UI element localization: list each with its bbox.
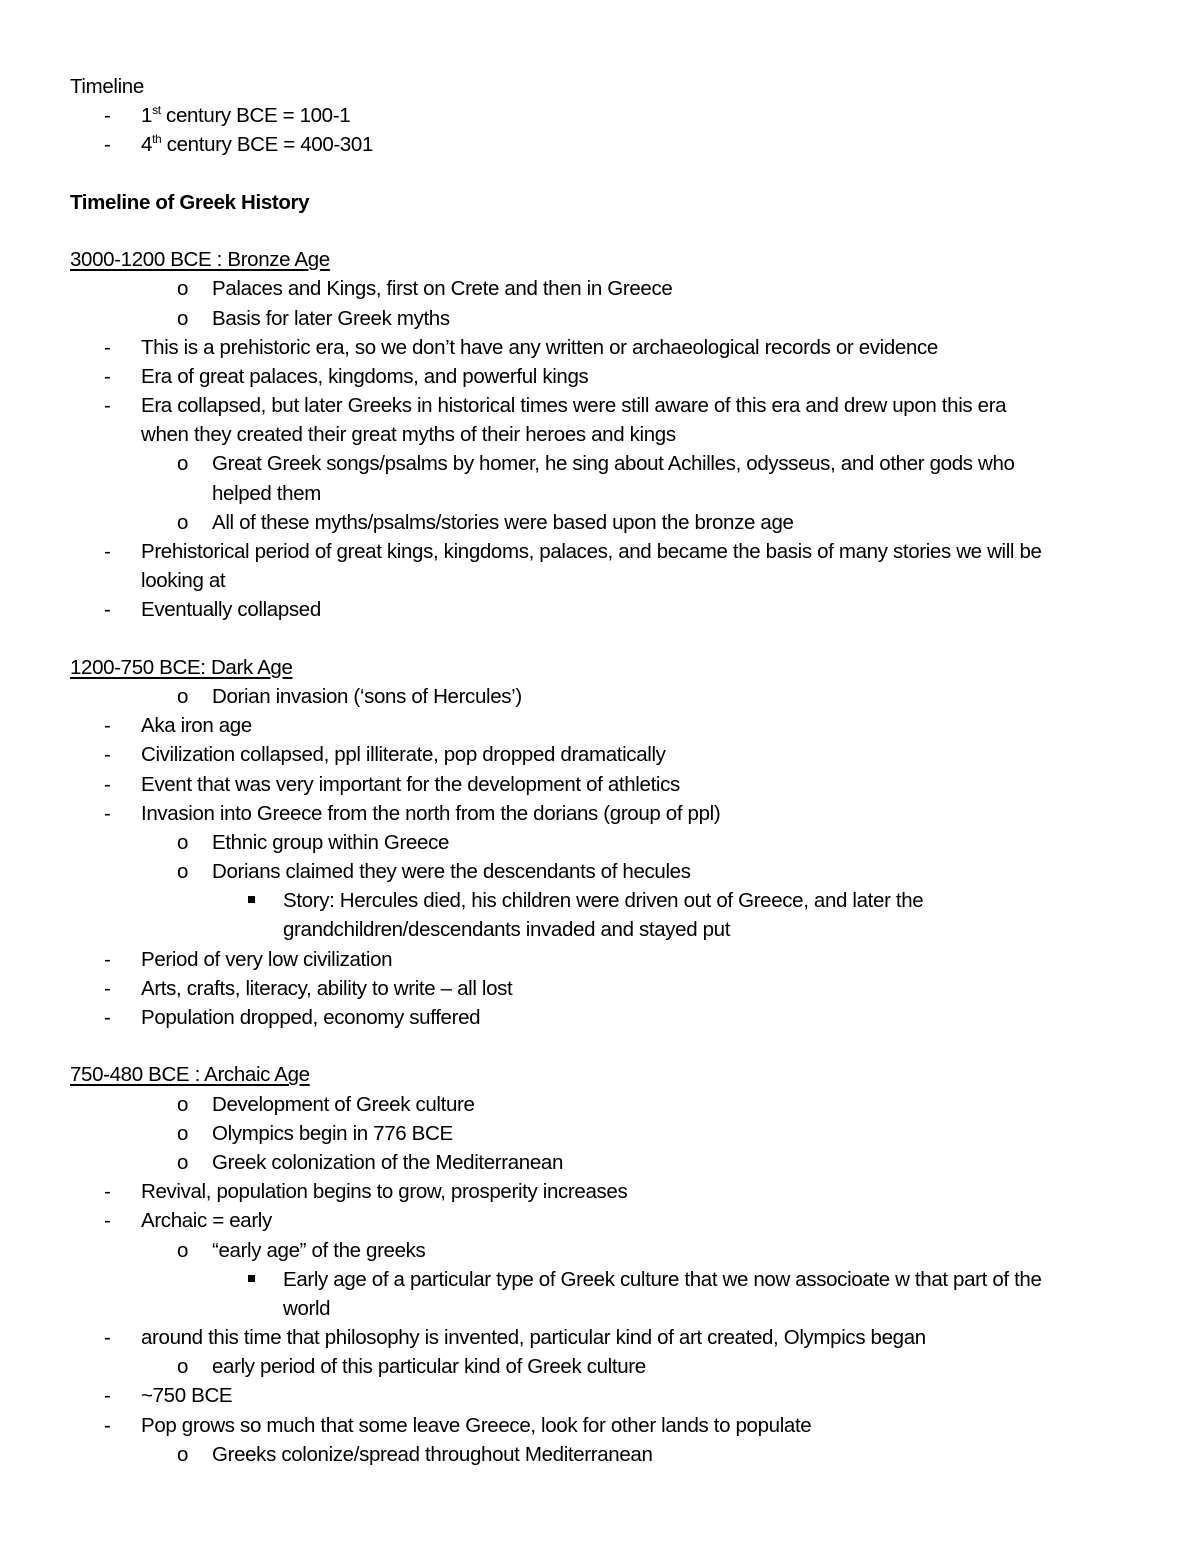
century-item [0, 101, 1200, 130]
list-item-text: Olympics begin in 776 BCE [212, 1121, 453, 1145]
century-item [0, 130, 1200, 159]
list-item-text: Invasion into Greece from the north from the dorians (group of ppl) [141, 801, 721, 825]
dash-bullet-icon: - [104, 104, 111, 128]
list-item [0, 1352, 1200, 1381]
dash-bullet-icon: - [104, 947, 111, 971]
circle-bullet-icon: o [177, 1355, 189, 1379]
list-item [0, 1323, 1200, 1352]
timeline-heading [0, 72, 1200, 101]
list-item-text: Period of very low civilization [141, 947, 393, 971]
list-item-text: Story: Hercules died, his children were driven out of Greece, and later the [283, 889, 924, 913]
list-item-text: Pop grows so much that some leave Greece, look for other lands to populate [141, 1413, 812, 1437]
list-item-text: All of these myths/psalms/stories were based upon the bronze age [212, 510, 794, 534]
list-item [0, 391, 1200, 420]
list-item [0, 886, 1200, 915]
list-item-text: Dorians claimed they were the descendants of hecules [212, 860, 691, 884]
list-item-text: Era of great palaces, kingdoms, and powerful kings [141, 364, 589, 388]
circle-bullet-icon: o [177, 1238, 189, 1262]
heading-text: Timeline [70, 75, 144, 98]
circle-bullet-icon: o [177, 1150, 189, 1174]
notes-list [0, 245, 1200, 1469]
spacer [0, 625, 1200, 653]
dash-bullet-icon: - [104, 1006, 111, 1029]
circle-bullet-icon: o [177, 1442, 189, 1466]
dash-bullet-icon: - [104, 801, 111, 825]
circle-bullet-icon: o [177, 860, 189, 884]
list-item-text: helped them [212, 481, 321, 505]
list-item-text: ~750 BCE [141, 1384, 233, 1408]
list-item [0, 537, 1200, 566]
dash-bullet-icon: - [104, 394, 111, 418]
dash-bullet-icon: - [104, 364, 111, 388]
list-item [0, 945, 1200, 974]
square-bullet-icon [248, 1275, 255, 1282]
list-item-text: Basis for later Greek myths [212, 306, 450, 330]
list-item-continuation [0, 915, 1200, 944]
dash-bullet-icon: - [104, 1209, 111, 1233]
circle-bullet-icon: o [177, 277, 189, 301]
list-item [0, 740, 1200, 769]
century-text: 4th century BCE = 400-301 [141, 132, 374, 157]
list-item [0, 1148, 1200, 1177]
square-bullet-icon [248, 896, 255, 903]
spacer [0, 160, 1200, 188]
main-title-text: Timeline of Greek History [70, 190, 310, 214]
list-item-text: Prehistorical period of great kings, kingdoms, palaces, and became the basis of many stories we will be [141, 540, 1042, 563]
list-item [0, 1206, 1200, 1235]
circle-bullet-icon: o [177, 684, 189, 708]
list-item-text: Dorian invasion (‘sons of Hercules’) [212, 684, 522, 708]
circle-bullet-icon: o [177, 306, 189, 330]
document-page [0, 72, 1200, 1469]
list-item-text: Era collapsed, but later Greeks in historical times were still aware of this era and drew upon this era [141, 394, 1007, 418]
circle-bullet-icon: o [177, 830, 189, 854]
list-item [0, 1003, 1200, 1032]
dash-bullet-icon: - [104, 714, 111, 738]
dash-bullet-icon: - [104, 743, 111, 767]
dash-bullet-icon: - [104, 1326, 111, 1350]
circle-bullet-icon: o [177, 452, 189, 476]
list-item [0, 828, 1200, 857]
list-item [0, 1381, 1200, 1410]
list-item [0, 1177, 1200, 1206]
list-item-text: Revival, population begins to grow, prosperity increases [141, 1180, 628, 1204]
circle-bullet-icon: o [177, 1121, 189, 1145]
section-heading-text: 3000-1200 BCE : Bronze Age [70, 248, 330, 272]
list-item-continuation [0, 566, 1200, 595]
section-heading-text: 1200-750 BCE: Dark Age [70, 655, 293, 679]
list-item-continuation [0, 479, 1200, 508]
list-item [0, 595, 1200, 624]
list-item-text: “early age” of the greeks [212, 1238, 426, 1262]
list-item-text: Event that was very important for the development of athletics [141, 772, 680, 796]
list-item-text: Greek colonization of the Mediterranean [212, 1150, 564, 1174]
list-item-text: when they created their great myths of their heroes and kings [141, 423, 676, 447]
list-item [0, 1265, 1200, 1294]
list-item [0, 1411, 1200, 1440]
list-item [0, 1440, 1200, 1469]
list-item [0, 1090, 1200, 1119]
list-item-text: looking at [141, 569, 226, 593]
dash-bullet-icon: - [104, 1180, 111, 1204]
dash-bullet-icon: - [104, 133, 111, 157]
dash-bullet-icon: - [104, 976, 111, 1000]
list-item [0, 449, 1200, 478]
list-item [0, 1236, 1200, 1265]
section-heading [0, 1060, 1200, 1089]
list-item-continuation [0, 1294, 1200, 1323]
list-item [0, 508, 1200, 537]
list-item [0, 974, 1200, 1003]
list-item-text: Palaces and Kings, first on Crete and then in Greece [212, 277, 673, 301]
circle-bullet-icon: o [177, 510, 189, 534]
list-item-text: Ethnic group within Greece [212, 830, 450, 854]
list-item [0, 857, 1200, 886]
spacer [0, 1032, 1200, 1060]
list-item-text: Population dropped, economy suffered [141, 1006, 481, 1029]
dash-bullet-icon: - [104, 1384, 111, 1408]
list-item-text: world [283, 1296, 331, 1320]
dash-bullet-icon: - [104, 772, 111, 796]
list-item [0, 333, 1200, 362]
dash-bullet-icon: - [104, 540, 111, 563]
list-item [0, 682, 1200, 711]
list-item-continuation [0, 420, 1200, 449]
section-heading [0, 245, 1200, 274]
list-item [0, 799, 1200, 828]
list-item-text: around this time that philosophy is invented, particular kind of art created, Olympics began [141, 1326, 926, 1350]
section-heading [0, 653, 1200, 682]
list-item [0, 274, 1200, 303]
list-item-text: Arts, crafts, literacy, ability to write – all lost [141, 976, 513, 1000]
dash-bullet-icon: - [104, 598, 111, 622]
list-item-text: Aka iron age [141, 714, 252, 738]
list-item-text: early period of this particular kind of Greek culture [212, 1355, 646, 1379]
list-item [0, 304, 1200, 333]
list-item-text: grandchildren/descendants invaded and stayed put [283, 918, 731, 942]
dash-bullet-icon: - [104, 335, 111, 359]
list-item-text: Greeks colonize/spread throughout Mediterranean [212, 1442, 653, 1466]
list-item [0, 362, 1200, 391]
list-item [0, 711, 1200, 740]
list-item-text: Eventually collapsed [141, 598, 321, 622]
spacer [0, 217, 1200, 245]
list-item [0, 770, 1200, 799]
main-title [0, 188, 1200, 217]
century-text: 1st century BCE = 100-1 [141, 103, 351, 128]
list-item [0, 1119, 1200, 1148]
list-item-text: Archaic = early [141, 1209, 272, 1233]
dash-bullet-icon: - [104, 1413, 111, 1437]
circle-bullet-icon: o [177, 1092, 189, 1116]
list-item-text: Great Greek songs/psalms by homer, he sing about Achilles, odysseus, and other gods who [212, 452, 1015, 476]
section-heading-text: 750-480 BCE : Archaic Age [70, 1063, 310, 1087]
list-item-text: Civilization collapsed, ppl illiterate, pop dropped dramatically [141, 743, 666, 767]
list-item-text: This is a prehistoric era, so we don’t have any written or archaeological records or evidence [141, 335, 938, 359]
list-item-text: Development of Greek culture [212, 1092, 475, 1116]
list-item-text: Early age of a particular type of Greek culture that we now associoate w that part of the [283, 1267, 1042, 1291]
